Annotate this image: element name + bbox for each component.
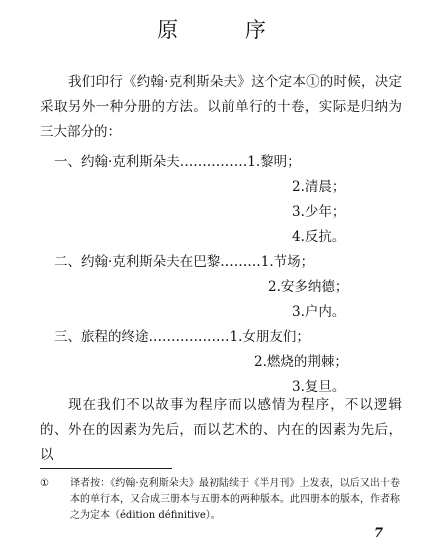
part-1-item-4: 4.反抗。 (292, 229, 346, 245)
page-number: 7 (373, 526, 383, 541)
part-2-item-2: 2.安多纳德； (268, 279, 349, 295)
part-2-item-3: 3.户内。 (292, 304, 346, 320)
footnote-divider (40, 468, 172, 469)
part-2-heading: 二、约翰·克利斯朵夫在巴黎………1.节场； (54, 254, 315, 270)
part-3-item-3: 3.复旦。 (292, 379, 346, 395)
intro-paragraph: 我们印行《约翰·克利斯朵夫》这个定本①的时候，决定采取另外一种分册的方法。以前单行的十卷，实际是归纳为三大部分的： (40, 74, 402, 140)
closing-paragraph: 现在我们不以故事为程序而以感情为程序，不以逻辑的、外在的因素为先后，而以艺术的、内在的因素为先后，以 (40, 397, 402, 463)
footnote-text: 译者按：《约翰·克利斯朵夫》最初陆续于《半月刊》上发表，以后又出十卷本的单行本，又合成三册本与五册本的两种版本。此四册本的版本，作者称之为定本（édition définitive）。 (70, 478, 400, 521)
part-1-item-2: 2.清晨； (292, 179, 346, 195)
part-3-item-2: 2.燃烧的荆棘； (254, 354, 348, 370)
part-1-heading: 一、约翰·克利斯朵夫……………1.黎明； (54, 154, 301, 170)
part-3-heading: 三、旅程的终途………………1.女朋友们； (54, 329, 310, 345)
page-title: 原 序 (157, 18, 296, 42)
footnote-mark: ① (40, 478, 49, 489)
part-1-item-3: 3.少年； (292, 204, 346, 220)
